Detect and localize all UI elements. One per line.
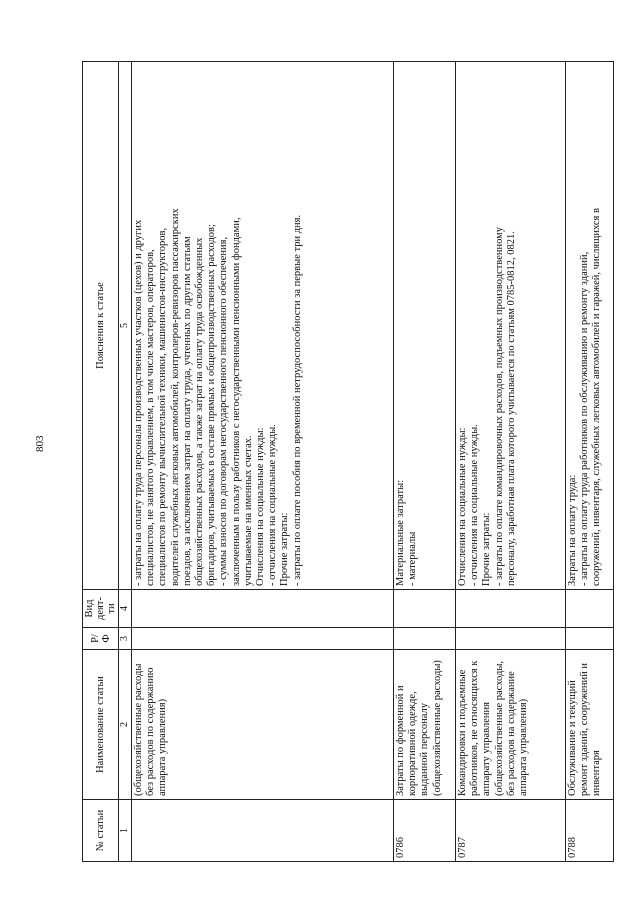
explanation-line: специалистов по ремонту вычислительной техники, машинистов-инструкторов,: [157, 227, 169, 586]
explanation-line: - отчисления на социальные нужды.: [267, 424, 279, 586]
explanation-line: Отчисления на социальные нужды:: [255, 427, 267, 586]
explanation-cell: [132, 62, 394, 590]
activity-cell: [394, 590, 456, 628]
explanation-line: бригадиров, учитываемых в составе прямых и общепроизводственных расходов;: [206, 224, 218, 586]
column-number: 4: [119, 590, 132, 628]
page-number: 803: [34, 435, 46, 452]
header-activity-type: Вид деят-ти: [83, 590, 119, 628]
rf-cell: [132, 628, 394, 650]
table-row: [132, 62, 394, 862]
explanation-line: - затраты на оплату труда персонала производственных участков (цехов) и других: [133, 219, 144, 586]
table-row: [566, 62, 614, 862]
explanation-line: - затраты по оплате пособия по временной нетрудоспособности за первые три дня.: [291, 214, 303, 586]
article-code: 0786: [394, 800, 456, 862]
header-article-name: Наименование статьи: [83, 650, 119, 800]
column-number: 3: [119, 628, 132, 650]
article-code: [132, 800, 394, 862]
explanation-cell: [566, 62, 614, 590]
explanation-line: водителей служебных легковых автомобилей, контролеров-ревизоров пассажирских: [169, 208, 181, 586]
column-number-row: [119, 62, 132, 862]
article-name-text: Командировки и подъемные работников, не относящихся к аппарату управления (общехозяйственные расходы, без расходов на содержание аппарата управления): [457, 660, 530, 796]
articles-table: [82, 61, 614, 862]
explanation-cell: [394, 62, 456, 590]
explanation-line: - затраты по оплате командировочных расходов, подъемных производственному: [493, 226, 505, 586]
rf-cell: [566, 628, 614, 650]
explanation-line: - суммы взносов по договорам негосударственного пенсионного обеспечения,: [218, 236, 230, 586]
article-name-text: Затраты по форменной и корпоративной одежде, выданной персоналу (общехозяйственные расходы): [395, 660, 443, 796]
explanation-line: Отчисления на социальные нужды:: [457, 427, 468, 586]
article-name-text: (общехозяйственные расходы без расходов по содержанию аппарата управления): [133, 663, 169, 796]
explanation-line: учитываемые на именных счетах.: [242, 435, 254, 586]
explanation-cell: [456, 62, 566, 590]
header-explanation: Пояснения к статье: [83, 62, 119, 590]
article-code: 0788: [566, 800, 614, 862]
activity-cell: [132, 590, 394, 628]
explanation-line: сооружений, инвентаря, служебных легковых автомобилей и гаражей, числящихся в: [591, 208, 603, 586]
article-name: [132, 650, 394, 800]
article-name: [456, 650, 566, 800]
article-name-text: Обслуживание и текущий ремонт зданий, сооружений и инвентаря: [567, 663, 603, 796]
table-row: [456, 62, 566, 862]
explanation-line: - отчисления на социальные нужды.: [469, 424, 481, 586]
explanation-line: поездов, за исключением затрат на оплату труда, учтенных по другим статьям: [181, 236, 193, 586]
explanation-line: специалистов, не занятого управлением, в том числе мастеров, операторов,: [145, 249, 157, 586]
rf-cell: [456, 628, 566, 650]
explanation-line: - материалы: [407, 531, 419, 586]
rotated-table-frame: [82, 62, 607, 862]
column-number: 2: [119, 650, 132, 800]
activity-cell: [456, 590, 566, 628]
article-code: 0787: [456, 800, 566, 862]
explanation-line: Затраты на оплату труда:: [567, 474, 578, 586]
explanation-line: заключенным в пользу работников с негосударственными пенсионными фондами,: [230, 217, 242, 586]
header-row: [83, 62, 119, 862]
explanation-line: персоналу, заработная плата которого учитывается по статьям 0785-0812, 0821.: [505, 231, 517, 586]
explanation-line: общехозяйственных расходов, а также затрат на оплату труда освобожденных: [194, 237, 206, 586]
rf-cell: [394, 628, 456, 650]
header-rf: Р/ Ф: [83, 628, 119, 650]
explanation-line: - затраты на оплату труда работников по обслуживанию и ремонту зданий,: [579, 251, 591, 586]
explanation-line: Прочие затраты:: [279, 512, 291, 586]
explanation-line: Материальные затраты:: [395, 479, 406, 586]
column-number: 5: [119, 62, 132, 590]
table-row: [394, 62, 456, 862]
article-name: [394, 650, 456, 800]
article-name: [566, 650, 614, 800]
column-number: 1: [119, 800, 132, 862]
explanation-line: Прочие затраты:: [481, 512, 493, 586]
activity-cell: [566, 590, 614, 628]
header-article-no: № статьи: [83, 800, 119, 862]
